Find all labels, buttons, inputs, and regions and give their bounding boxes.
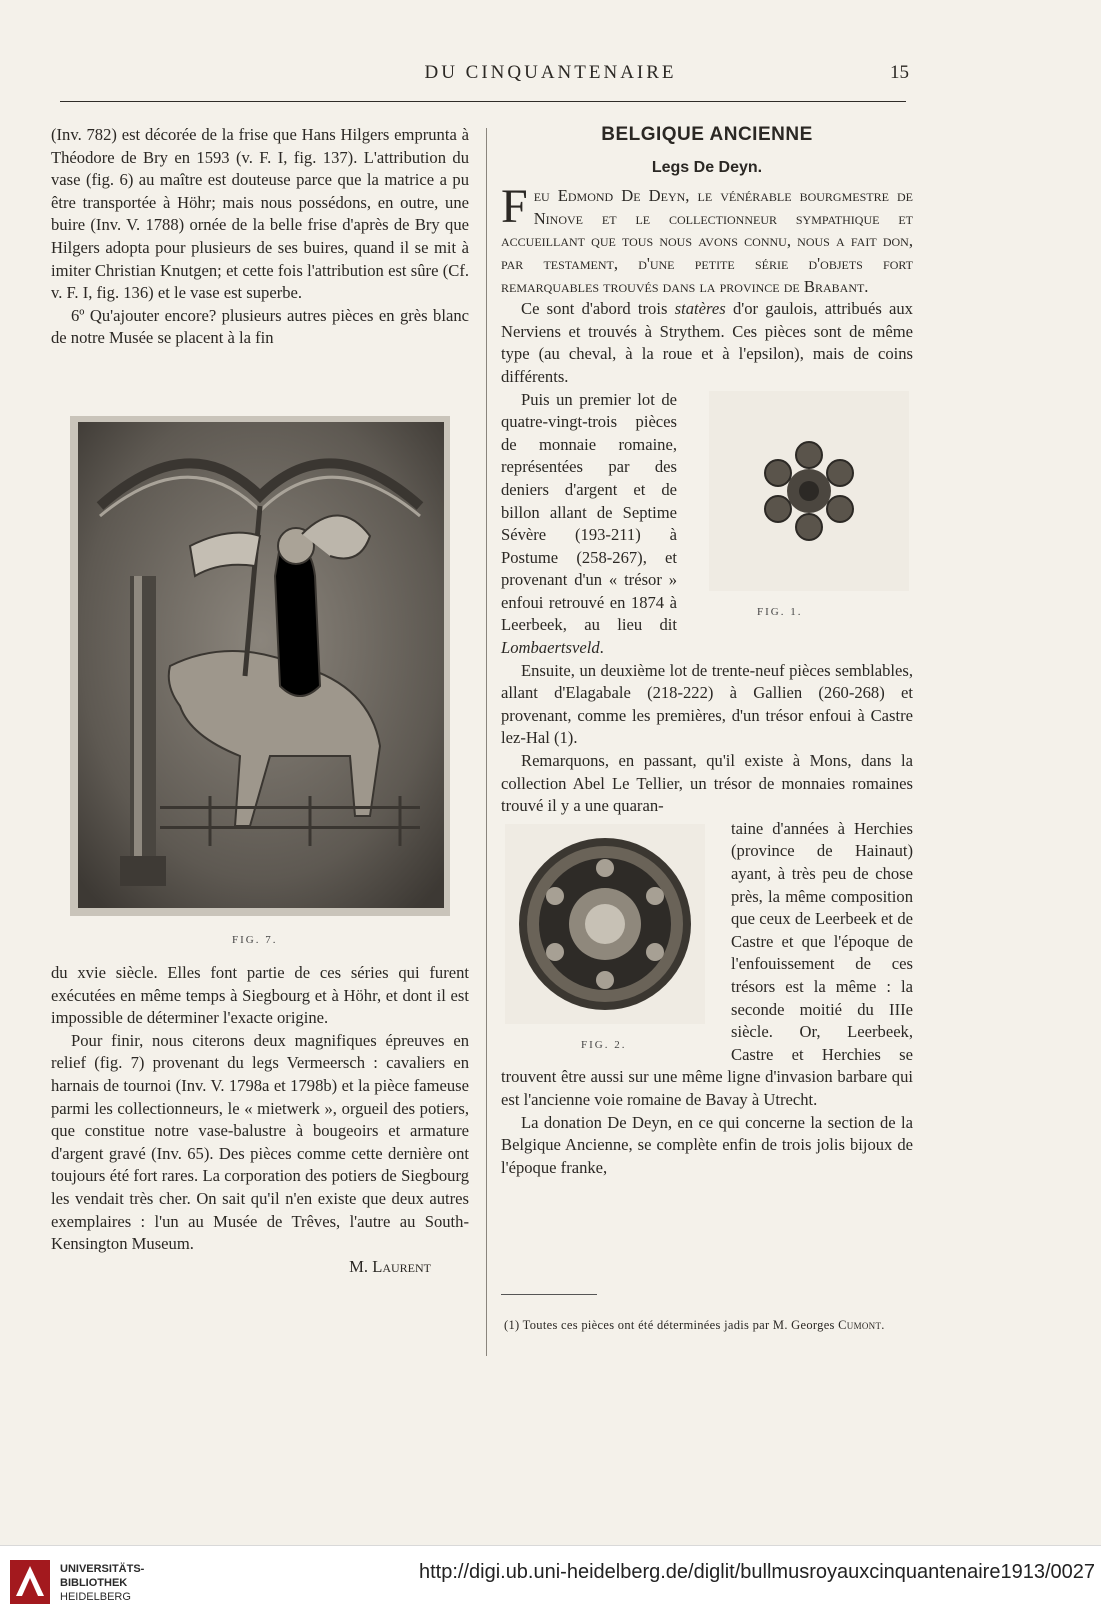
left-column [51,124,469,350]
right-column [501,124,913,1179]
left-column-lower [51,962,469,1278]
left-paragraph-4: Pour finir, nous citerons deux magnifiques épreuves en relief (fig. 7) provenant du legs Vermeersch : cavaliers en harnais de tournoi (Inv. V. 1798a et 1798b) et la pièce fameuse parmi les collectionneurs, le « mietwerk », orgueil des potiers, que constitue notre vase-balustre à bougeoirs et armature d'argent gravé (Inv. 65). Des pièces comme cette dernière ont toujours été fort rares. La corporation des potiers de Siegbourg les vendait très cher. On sait qu'il n'en existe que deux autres exemplaires : l'un au Musée de Trêves, l'autre au South-Kensington Museum. [51,1030,469,1254]
left-paragraph-3: du xvie siècle. Elles font partie de ces séries qui furent exécutées en même temps à Siegbourg et à Höhr, et dont il est impossible de déterminer l'exacte origine. [51,963,469,1028]
figure-2-caption: FIG. 2. [581,1038,627,1051]
figure-7-relief-image [70,416,450,916]
author-signature: M. Laurent [349,1256,431,1276]
figure-2-container [501,824,721,1054]
library-footer [0,1545,1101,1624]
figure-1-caption: FIG. 1. [757,605,803,618]
running-title: DU CINQUANTENAIRE [424,62,677,83]
page-number: 15 [890,62,909,83]
library-logo-icon [8,1556,52,1608]
left-paragraph-1: (Inv. 782) est décorée de la frise que Hans Hilgers emprunta à Théodore de Bry en 1593 (v. F. I, fig. 137). L'attribution du vase (fig. 6) au maître est douteuse parce que la matrice a pu être transportée à Höhr; mais nous possédons, en outre, une buire (Inv. V. 1788) ornée de la belle frise d'après de Bry que Hilgers adopta pour plusieurs de ses buires, quand il se mit à imiter Christian Knutgen; et cette fois l'attribution est sûre (Cf. v. F. I, fig. 136) et le vase est superbe. [51,125,469,303]
right-paragraph-4: Ensuite, un deuxième lot de trente-neuf pièces semblables, allant d'Elagabale (218-222) à Gallien (260-268) et provenant, comme les premières, d'un trésor enfoui à Castre lez-Hal (1). [501,660,913,748]
footnote-rule [501,1294,597,1295]
right-paragraph-6: La donation De Deyn, en ce qui concerne la section de la Belgique Ancienne, se complète enfin de trois jolis bijoux de l'époque franke, [501,1112,913,1177]
column-divider [486,128,487,1356]
figure-2-brooch-image [505,824,705,1024]
library-name: UNIVERSITÄTS- BIBLIOTHEK HEIDELBERG [60,1563,145,1603]
right-paragraph-5b: taine d'années à Herchies (province de Hainaut) ayant, à très peu de chose près, la même composition que ceux de Leerbeek et de Castre et que l'époque de l'enfouissement de ces trésors est la même : la seconde moitié du IIIe siècle. Or, Leerbeek, Castre et Herchies se trouvent être aussi sur une même ligne d'invasion barbare qui est l'ancienne voie romaine de Bavay à Utrecht. [501,818,913,1109]
left-paragraph-2: 6º Qu'ajouter encore? plusieurs autres pièces en grès blanc de notre Musée se placent à la fin [51,305,469,348]
section-subtitle: Legs De Deyn. [651,158,763,176]
place-lombaertsveld: Lombaertsveld [501,638,600,658]
right-paragraph-2: Ce sont d'abord trois statères d'or gaulois, attribués aux Nerviens et trouvés à Strythem. Ces pièces sont de même type (au cheval, à la roue et à l'epsilon), mais de coins différents. [501,299,913,386]
source-url-link[interactable]: http://digi.ub.uni-heidelberg.de/diglit/bullmusroyauxcinquantenaire1913/0027 [418,1561,1095,1583]
right-paragraph-3: Puis un premier lot de quatre-vingt-trois pièces de monnaie romaine, représentées par des deniers d'argent et de billon allant de Septime Sévère (193-211) à Postume (258-267), et provenant d'un « trésor » enfoui retrouvé en 1874 à Leerbeek, au lieu dit Lombaertsveld. [501,389,677,658]
figure-1-coin-image [709,391,909,591]
footnote-name: Cumont. [838,1318,885,1332]
section-title: BELGIQUE ANCIENNE [601,124,813,145]
header-rule [60,101,906,102]
right-paragraph-5a: Remarquons, en passant, qu'il existe à Mons, dans la collection Abel Le Tellier, un trésor de monnaies romaines trouvé il y a une quaran- [501,751,913,816]
footnote: (1) Toutes ces pièces ont été déterminées jadis par M. Georges Cumont. [504,1318,885,1332]
running-head [0,62,1101,86]
right-paragraph-1: eu Edmond De Deyn, le vénérable bourgmestre de Ninove et le collectionneur sympathique et accueillant que tous nous avons connu, nous a fait don, par testament, d'une petite série d'objets fort remarquables trouvés dans la province de Brabant. [501,186,913,296]
figure-7-caption: FIG. 7. [232,934,278,946]
dropcap-letter: F [501,180,528,234]
figure-1-container [685,391,913,627]
word-stateres: statères [674,299,726,319]
